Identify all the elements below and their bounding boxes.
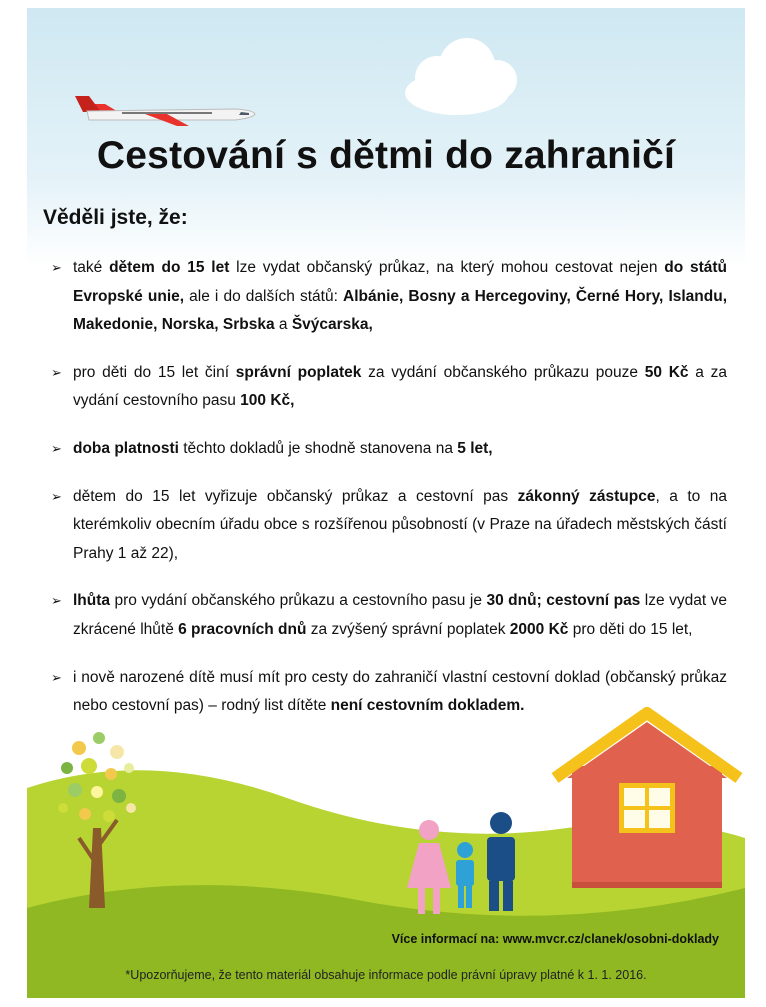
fact-item [51,435,727,464]
fact-text: i nově narozené dítě musí mít pro cesty do zahraničí vlastní cestovní doklad (občanský průkaz nebo cestovní pas) – rodný list dítěte [73,668,727,715]
fact-text-bold: doba platnosti [73,439,179,457]
arrow-bullet-icon: ➢ [51,364,62,380]
fact-text: také [73,259,110,276]
fact-text: a za vydání cestovního pasu [73,363,727,410]
fact-text-bold: do států Evropské unie, [73,259,728,305]
fact-item [51,254,727,340]
fact-text: pro děti do 15 let činí [73,363,236,381]
fact-text: lze vydat ve zkrácené lhůtě [73,592,727,638]
fact-text: ale i do dalších států: [184,287,344,305]
fact-text: lze vydat občanský průkaz, na který mohou cestovat nejen [229,259,665,276]
fact-text-bold: správní poplatek [235,363,362,381]
fact-text-bold: lhůta [73,592,111,610]
fact-text-bold: 6 pracovních dnů [178,620,307,638]
fact-item [51,483,727,569]
fact-text: dětem do 15 let vyřizuje občanský průkaz a cestovní pas [73,487,518,505]
arrow-bullet-icon: ➢ [51,440,62,456]
fact-text: a [274,316,292,334]
airplane-icon [75,96,255,126]
fact-text: , a to na kterémkoliv obecním úřadu obce s rozšířenou působností (v Praze na úřadech městských částí Prahy 1 až 22), [73,487,728,562]
fact-text-bold: není cestovním dokladem. [330,697,525,715]
poster [27,8,745,998]
page-title: Cestování s dětmi do zahraničí [96,134,676,177]
fact-text: těchto dokladů je shodně stanovena na [178,439,458,457]
arrow-bullet-icon: ➢ [51,260,62,275]
intro-heading: Věděli jste, že: [43,206,188,229]
fact-item [51,587,727,644]
fact-item [51,359,727,416]
footnote: *Upozorňujeme, že tento materiál obsahuje informace podle právní úpravy platné k 1. 1. 2016. [125,968,647,982]
fact-text: pro vydání občanského průkazu a cestovního pasu je [110,592,487,610]
fact-text-bold: Švýcarska, [291,316,373,334]
fact-text-bold: 30 dnů; cestovní pas [486,592,641,610]
cloud-icon [405,38,517,115]
fact-text: za vydání občanského průkazu pouze [361,363,645,381]
arrow-bullet-icon: ➢ [51,669,62,685]
arrow-bullet-icon: ➢ [51,593,62,609]
fact-item [51,664,727,721]
fact-text-bold: 5 let, [457,439,493,457]
fact-text: pro děti do 15 let, [568,620,693,638]
family-icon [407,812,515,914]
fact-text-bold: 2000 Kč [509,620,569,638]
fact-text-bold: 50 Kč [644,363,689,381]
fact-text-bold: zákonný zástupce [517,487,656,505]
more-info-link: Více informací na: www.mvcr.cz/clanek/osobni-doklady [391,932,719,946]
fact-text-bold: dětem do 15 let [109,259,230,276]
fact-text: za zvýšený správní poplatek [306,620,510,638]
fact-text-bold: Albánie, Bosny a Hercegoviny, Černé Hory, Islandu, Makedonie, Norska, Srbska [73,287,728,334]
arrow-bullet-icon: ➢ [51,488,62,504]
fact-list [51,254,727,740]
fact-text-bold: 100 Kč, [240,392,295,410]
